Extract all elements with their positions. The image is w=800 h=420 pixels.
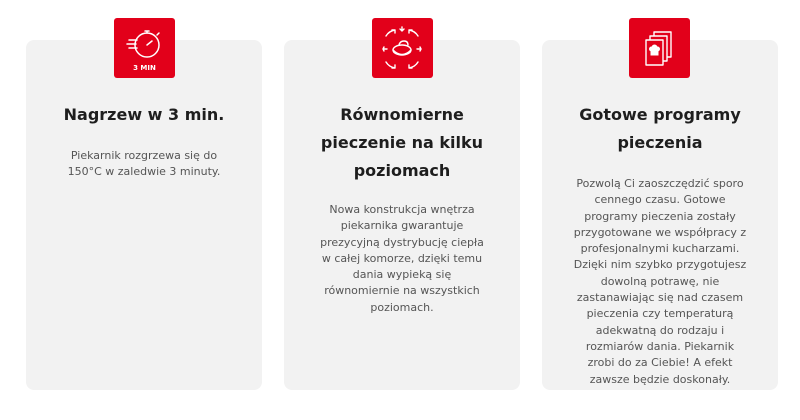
- feature-card-preheat: [26, 40, 262, 390]
- recipe-programs-icon-badge: [629, 18, 690, 78]
- even-baking-icon-badge: [372, 18, 433, 78]
- feature-title-preheat: Nagrzew w 3 min.: [63, 105, 225, 124]
- even-baking-icon: [372, 18, 433, 78]
- feature-description-even-baking: Nowa konstrukcja wnętrza piekarnika gwarantuje prezycyjną dystrybucję ciepła w całej komorze, dzięki temu dania wypieką się równomiernie na wszystkich poziomach.: [320, 203, 484, 314]
- stopwatch-icon-badge: [114, 18, 175, 78]
- recipe-programs-icon: [629, 18, 690, 78]
- feature-description-programs: Pozwolą Ci zaoszczędzić sporo cennego czasu. Gotowe programy pieczenia zostały przygotowane we współpracy z profesjonalnymi kucharzami. Dzięki nim szybko przygotujesz dowolną potrawę, nie zastanawiając się nad czasem pieczenia czy temperaturą adekwatną do rodzaju i rozmiarów dania. Piekarnik zrobi do za Ciebie! A efekt zawsze będzie doskonały.: [573, 177, 747, 386]
- feature-title-even-baking: Równomierne pieczenie na kilku poziomach: [320, 105, 484, 180]
- feature-description-preheat: Piekarnik rozgrzewa się do 150°C w zaledwie 3 minuty.: [67, 149, 221, 179]
- stopwatch-icon: [114, 18, 175, 78]
- stopwatch-icon-label: 3 MIN: [133, 64, 156, 72]
- feature-title-programs: Gotowe programy pieczenia: [579, 105, 741, 152]
